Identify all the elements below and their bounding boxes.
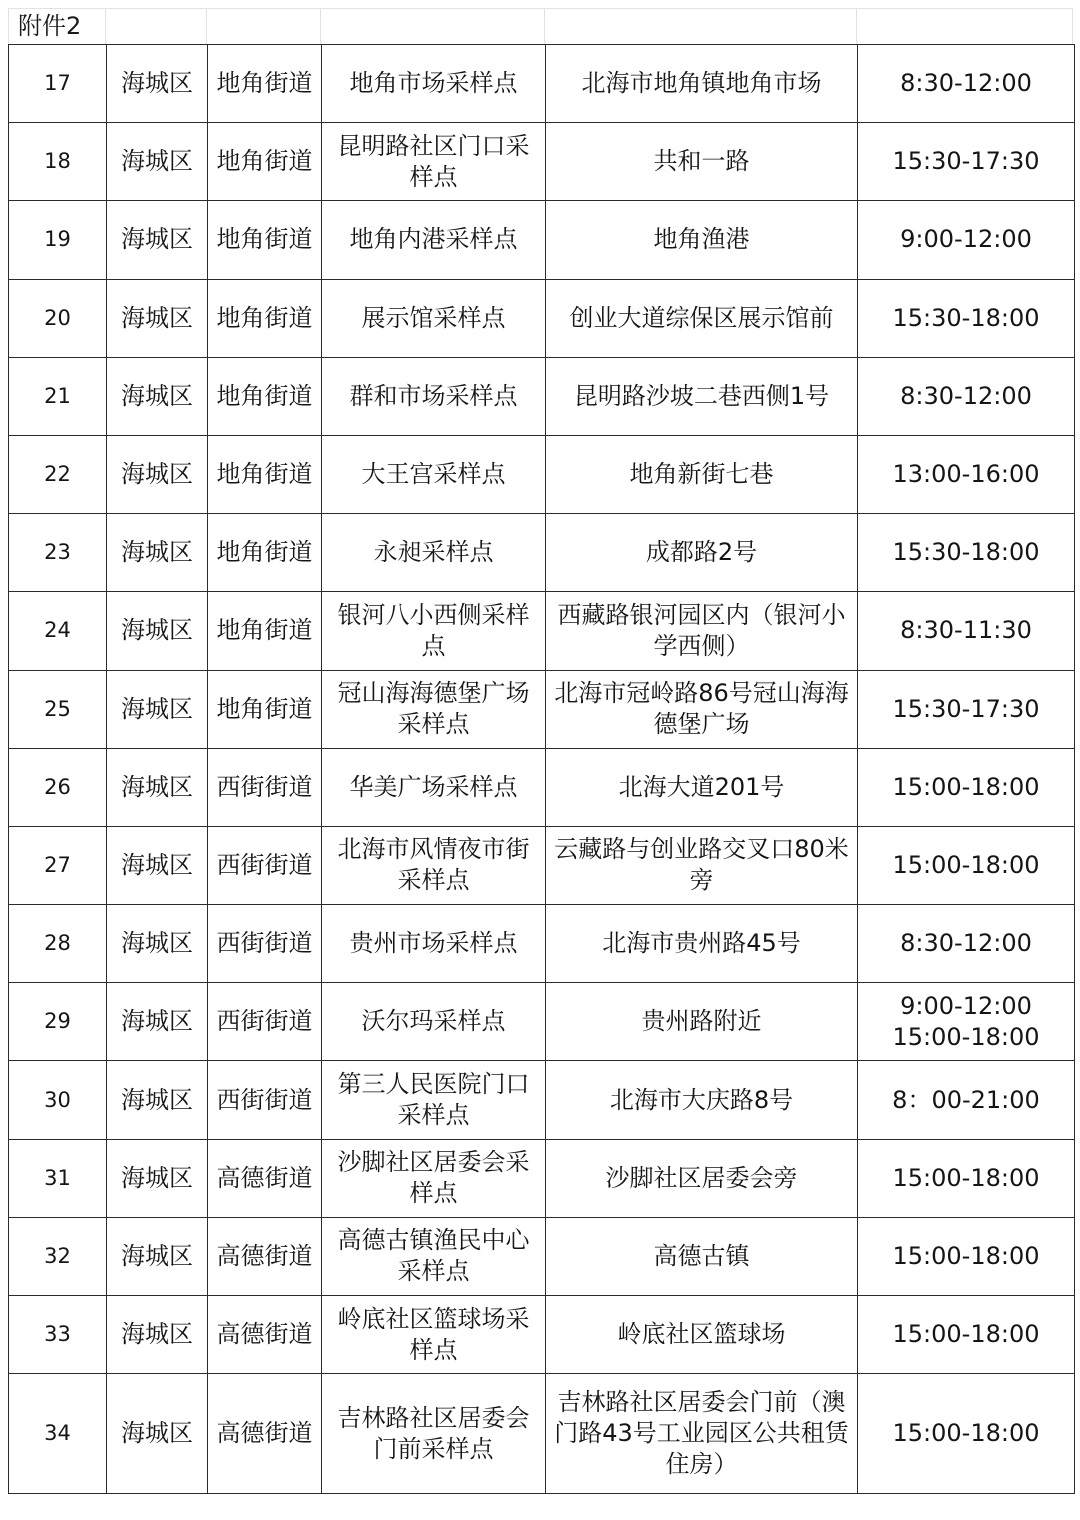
cell-time: 8:30-12:00 [858, 905, 1075, 983]
cell-number: 25 [9, 670, 107, 748]
cell-site-name: 吉林路社区居委会门前采样点 [322, 1374, 546, 1494]
cell-street: 西街街道 [208, 748, 322, 826]
cell-district: 海城区 [107, 1217, 208, 1295]
table-row [9, 45, 1075, 123]
cell-site-name: 岭底社区篮球场采样点 [322, 1296, 546, 1374]
table-row [9, 201, 1075, 279]
table-row [9, 279, 1075, 357]
cell-time: 15:30-18:00 [858, 514, 1075, 592]
cell-street: 高德街道 [208, 1139, 322, 1217]
cell-address: 北海市贵州路45号 [546, 905, 858, 983]
table-row [9, 1061, 1075, 1139]
cell-number: 33 [9, 1296, 107, 1374]
cell-time: 15:00-18:00 [858, 1296, 1075, 1374]
cell-number: 22 [9, 435, 107, 513]
cell-street: 高德街道 [208, 1217, 322, 1295]
cell-address: 创业大道综保区展示馆前 [546, 279, 858, 357]
cell-district: 海城区 [107, 1296, 208, 1374]
cell-number: 17 [9, 45, 107, 123]
cell-time: 15:30-17:30 [858, 670, 1075, 748]
cell-district: 海城区 [107, 123, 208, 201]
cell-district: 海城区 [107, 45, 208, 123]
cell-address: 地角渔港 [546, 201, 858, 279]
cell-time: 8:30-11:30 [858, 592, 1075, 670]
cell-time: 8：00-21:00 [858, 1061, 1075, 1139]
cell-site-name: 北海市风情夜市街采样点 [322, 826, 546, 904]
cell-time: 9:00-12:00 15:00-18:00 [858, 983, 1075, 1061]
cell-district: 海城区 [107, 826, 208, 904]
cell-street: 西街街道 [208, 983, 322, 1061]
cell-time: 9:00-12:00 [858, 201, 1075, 279]
cell-address: 成都路2号 [546, 514, 858, 592]
cell-site-name: 冠山海海德堡广场采样点 [322, 670, 546, 748]
cell-site-name: 华美广场采样点 [322, 748, 546, 826]
table-row [9, 826, 1075, 904]
cell-address: 高德古镇 [546, 1217, 858, 1295]
cell-address: 共和一路 [546, 123, 858, 201]
cell-time: 15:30-17:30 [858, 123, 1075, 201]
cell-number: 21 [9, 357, 107, 435]
cell-address: 昆明路沙坡二巷西侧1号 [546, 357, 858, 435]
cell-district: 海城区 [107, 670, 208, 748]
cell-street: 地角街道 [208, 123, 322, 201]
cell-number: 26 [9, 748, 107, 826]
cell-time: 15:00-18:00 [858, 1217, 1075, 1295]
table-row [9, 983, 1075, 1061]
cell-site-name: 第三人民医院门口采样点 [322, 1061, 546, 1139]
table-body [9, 45, 1075, 1494]
cell-district: 海城区 [107, 983, 208, 1061]
cell-district: 海城区 [107, 748, 208, 826]
cell-street: 地角街道 [208, 592, 322, 670]
cell-address: 地角新街七巷 [546, 435, 858, 513]
title-row-grid [8, 8, 1072, 44]
cell-time: 15:00-18:00 [858, 826, 1075, 904]
cell-address: 云藏路与创业路交叉口80米旁 [546, 826, 858, 904]
sampling-sites-table [8, 44, 1075, 1494]
table-row [9, 1296, 1075, 1374]
table-row [9, 357, 1075, 435]
table-row [9, 748, 1075, 826]
cell-district: 海城区 [107, 1374, 208, 1494]
cell-number: 27 [9, 826, 107, 904]
cell-site-name: 银河八小西侧采样点 [322, 592, 546, 670]
cell-site-name: 展示馆采样点 [322, 279, 546, 357]
cell-number: 19 [9, 201, 107, 279]
cell-time: 13:00-16:00 [858, 435, 1075, 513]
cell-district: 海城区 [107, 201, 208, 279]
table-row [9, 592, 1075, 670]
cell-site-name: 高德古镇渔民中心采样点 [322, 1217, 546, 1295]
cell-street: 高德街道 [208, 1374, 322, 1494]
table-row [9, 1217, 1075, 1295]
cell-street: 西街街道 [208, 826, 322, 904]
cell-district: 海城区 [107, 514, 208, 592]
cell-address: 沙脚社区居委会旁 [546, 1139, 858, 1217]
table-row [9, 123, 1075, 201]
cell-time: 15:00-18:00 [858, 1139, 1075, 1217]
cell-time: 15:30-18:00 [858, 279, 1075, 357]
cell-number: 28 [9, 905, 107, 983]
cell-number: 31 [9, 1139, 107, 1217]
cell-district: 海城区 [107, 279, 208, 357]
cell-number: 30 [9, 1061, 107, 1139]
cell-street: 地角街道 [208, 670, 322, 748]
cell-site-name: 地角市场采样点 [322, 45, 546, 123]
cell-site-name: 沙脚社区居委会采样点 [322, 1139, 546, 1217]
cell-address: 北海市大庆路8号 [546, 1061, 858, 1139]
cell-district: 海城区 [107, 905, 208, 983]
cell-street: 地角街道 [208, 45, 322, 123]
cell-address: 北海市地角镇地角市场 [546, 45, 858, 123]
page-title: 附件2 [18, 12, 82, 40]
cell-address: 北海大道201号 [546, 748, 858, 826]
cell-street: 地角街道 [208, 279, 322, 357]
table-row [9, 1374, 1075, 1494]
cell-number: 18 [9, 123, 107, 201]
table-row [9, 514, 1075, 592]
cell-number: 32 [9, 1217, 107, 1295]
cell-street: 地角街道 [208, 357, 322, 435]
cell-district: 海城区 [107, 1061, 208, 1139]
cell-number: 24 [9, 592, 107, 670]
cell-site-name: 昆明路社区门口采样点 [322, 123, 546, 201]
cell-street: 地角街道 [208, 514, 322, 592]
cell-street: 西街街道 [208, 905, 322, 983]
cell-address: 西藏路银河园区内（银河小学西侧） [546, 592, 858, 670]
cell-district: 海城区 [107, 592, 208, 670]
table-row [9, 1139, 1075, 1217]
cell-site-name: 地角内港采样点 [322, 201, 546, 279]
cell-site-name: 群和市场采样点 [322, 357, 546, 435]
cell-time: 8:30-12:00 [858, 357, 1075, 435]
cell-number: 29 [9, 983, 107, 1061]
cell-street: 地角街道 [208, 201, 322, 279]
table-row [9, 435, 1075, 513]
cell-site-name: 大王宫采样点 [322, 435, 546, 513]
cell-number: 23 [9, 514, 107, 592]
table-row [9, 905, 1075, 983]
cell-site-name: 贵州市场采样点 [322, 905, 546, 983]
cell-street: 高德街道 [208, 1296, 322, 1374]
cell-site-name: 沃尔玛采样点 [322, 983, 546, 1061]
cell-address: 贵州路附近 [546, 983, 858, 1061]
cell-number: 20 [9, 279, 107, 357]
cell-street: 地角街道 [208, 435, 322, 513]
cell-district: 海城区 [107, 435, 208, 513]
cell-time: 15:00-18:00 [858, 1374, 1075, 1494]
cell-time: 15:00-18:00 [858, 748, 1075, 826]
cell-address: 北海市冠岭路86号冠山海海德堡广场 [546, 670, 858, 748]
cell-district: 海城区 [107, 357, 208, 435]
cell-district: 海城区 [107, 1139, 208, 1217]
table-row [9, 670, 1075, 748]
cell-number: 34 [9, 1374, 107, 1494]
cell-address: 吉林路社区居委会门前（澳门路43号工业园区公共租赁住房） [546, 1374, 858, 1494]
cell-site-name: 永昶采样点 [322, 514, 546, 592]
cell-time: 8:30-12:00 [858, 45, 1075, 123]
cell-street: 西街街道 [208, 1061, 322, 1139]
cell-address: 岭底社区篮球场 [546, 1296, 858, 1374]
